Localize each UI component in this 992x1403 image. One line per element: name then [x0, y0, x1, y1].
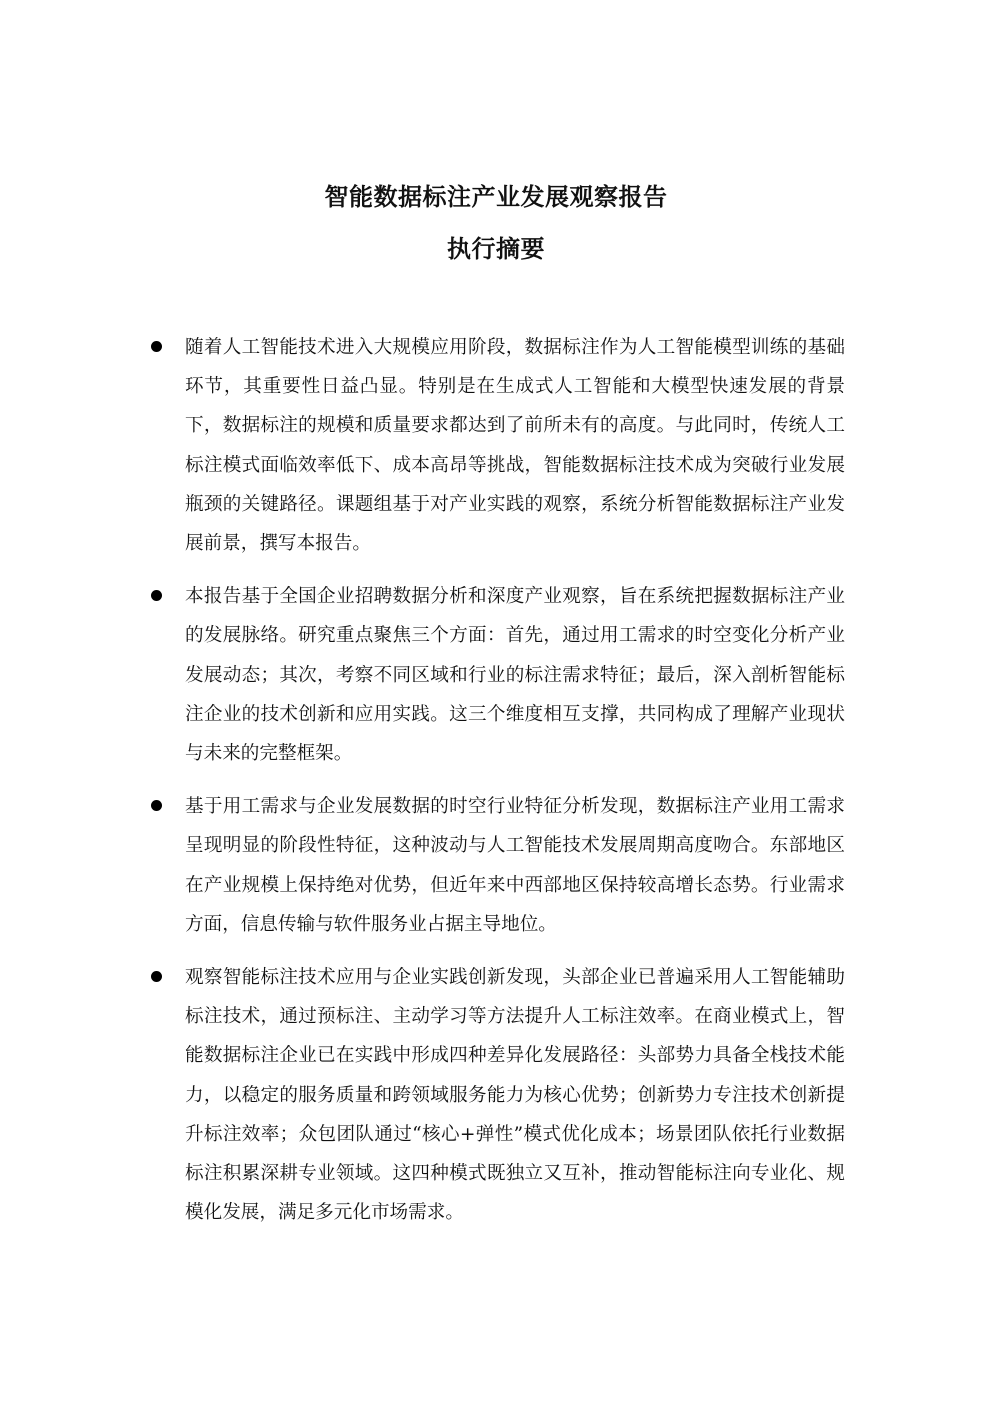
summary-bullet-item [0, 577, 992, 773]
bullet-dot-icon [151, 341, 162, 352]
bullet-dot-icon [151, 971, 162, 982]
bullet-dot-icon [151, 590, 162, 601]
summary-paragraph: 基于用工需求与企业发展数据的时空行业特征分析发现，数据标注产业用工需求呈现明显的阶段性特征，这种波动与人工智能技术发展周期高度吻合。东部地区在产业规模上保持绝对优势，但近年来中西部地区保持较高增长态势。行业需求方面，信息传输与软件服务业占据主导地位。 [185, 796, 845, 935]
summary-paragraph: 本报告基于全国企业招聘数据分析和深度产业观察，旨在系统把握数据标注产业的发展脉络。研究重点聚焦三个方面：首先，通过用工需求的时空变化分析产业发展动态；其次，考察不同区域和行业的标注需求特征；最后，深入剖析智能标注企业的技术创新和应用实践。这三个维度相互支撑，共同构成了理解产业现状与未来的完整框架。 [185, 586, 845, 765]
document-title: 智能数据标注产业发展观察报告 [324, 182, 668, 211]
summary-bullet-list [0, 328, 992, 1246]
document-subtitle: 执行摘要 [447, 234, 545, 263]
summary-paragraph: 观察智能标注技术应用与企业实践创新发现，头部企业已普遍采用人工智能辅助标注技术，通过预标注、主动学习等方法提升人工标注效率。在商业模式上，智能数据标注企业已在实践中形成四种差异化发展路径：头部势力具备全栈技术能力，以稳定的服务质量和跨领域服务能力为核心优势；创新势力专注技术创新提升标注效率；众包团队通过“核心+弹性”模式优化成本；场景团队依托行业数据标注积累深耕专业领域。这四种模式既独立又互补，推动智能标注向专业化、规模化发展，满足多元化市场需求。 [185, 967, 845, 1224]
summary-bullet-item [0, 787, 992, 944]
bullet-dot-icon [151, 800, 162, 811]
summary-bullet-item [0, 958, 992, 1232]
summary-paragraph: 随着人工智能技术进入大规模应用阶段，数据标注作为人工智能模型训练的基础环节，其重要性日益凸显。特别是在生成式人工智能和大模型快速发展的背景下，数据标注的规模和质量要求都达到了前所未有的高度。与此同时，传统人工标注模式面临效率低下、成本高昂等挑战，智能数据标注技术成为突破行业发展瓶颈的关键路径。课题组基于对产业实践的观察，系统分析智能数据标注产业发展前景，撰写本报告。 [185, 337, 845, 555]
summary-bullet-item [0, 328, 992, 563]
